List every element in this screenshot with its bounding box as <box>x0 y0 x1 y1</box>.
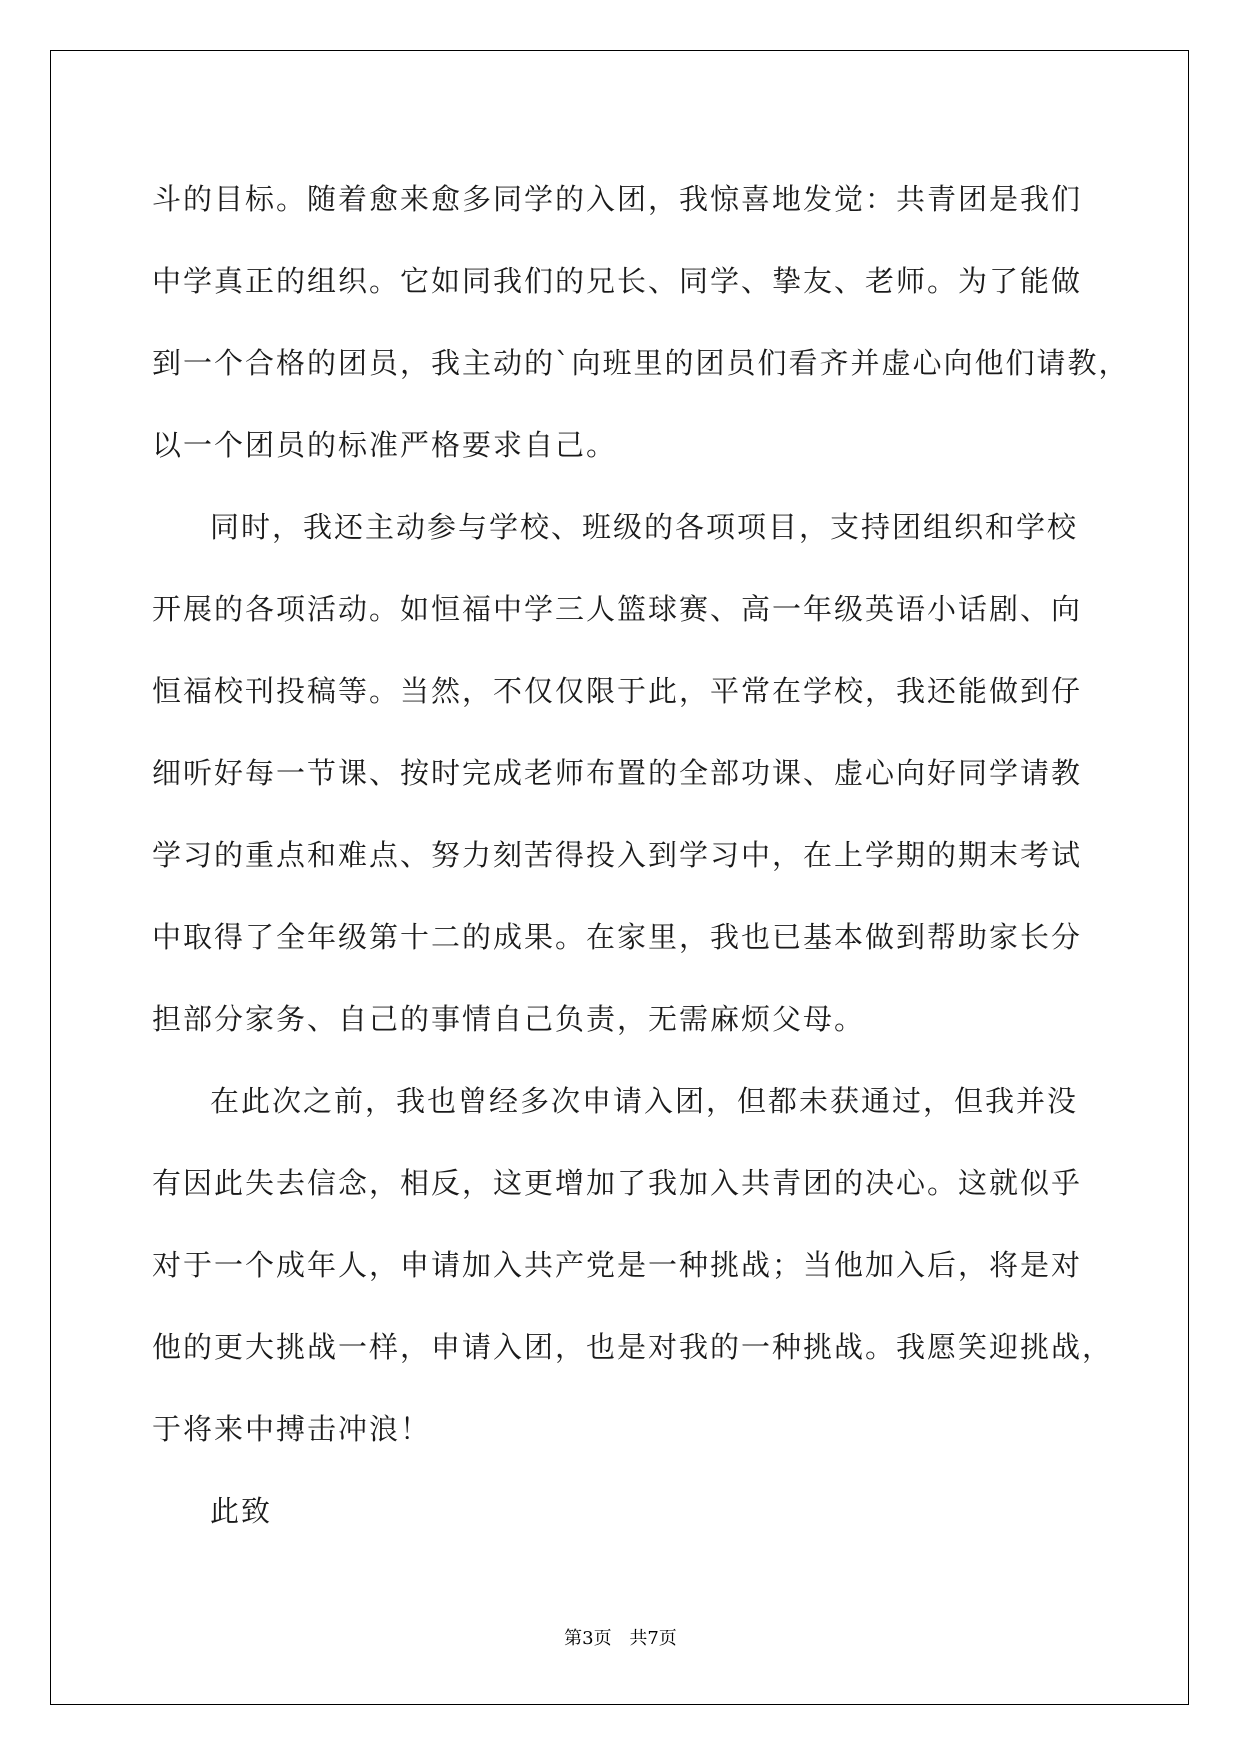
text-line: 有因此失去信念，相反，这更增加了我加入共青团的决心。这就似乎 <box>152 1166 1083 1200</box>
text-line: 此致 <box>210 1494 273 1528</box>
document-body <box>152 158 1132 1552</box>
page-total: 共7页 <box>629 1628 677 1649</box>
page-footer <box>0 1624 1241 1650</box>
text-line: 恒福校刊投稿等。当然，不仅仅限于此，平常在学校，我还能做到仔 <box>152 674 1083 708</box>
text-line: 对于一个成年人，申请加入共产党是一种挑战；当他加入后，将是对 <box>152 1248 1083 1282</box>
text-line: 他的更大挑战一样，申请入团，也是对我的一种挑战。我愿笑迎挑战， <box>152 1330 1114 1364</box>
page-number: 第3页 <box>564 1628 612 1649</box>
text-line: 以一个团员的标准严格要求自己。 <box>152 428 618 462</box>
text-line: 到一个合格的团员，我主动的`向班里的团员们看齐并虚心向他们请教， <box>152 346 1130 380</box>
paragraph <box>152 1470 1132 1552</box>
paragraph <box>152 1060 1132 1470</box>
paragraph <box>152 158 1132 486</box>
text-line: 中取得了全年级第十二的成果。在家里，我也已基本做到帮助家长分 <box>152 920 1083 954</box>
text-line: 在此次之前，我也曾经多次申请入团，但都未获通过，但我并没 <box>210 1084 1079 1118</box>
text-line: 于将来中搏击冲浪！ <box>152 1412 432 1446</box>
text-line: 细听好每一节课、按时完成老师布置的全部功课、虚心向好同学请教 <box>152 756 1083 790</box>
paragraph <box>152 486 1132 1060</box>
text-line: 同时，我还主动参与学校、班级的各项项目，支持团组织和学校 <box>210 510 1079 544</box>
text-line: 中学真正的组织。它如同我们的兄长、同学、挚友、老师。为了能做 <box>152 264 1083 298</box>
text-line: 学习的重点和难点、努力刻苦得投入到学习中，在上学期的期末考试 <box>152 838 1083 872</box>
text-line: 斗的目标。随着愈来愈多同学的入团，我惊喜地发觉：共青团是我们 <box>152 182 1083 216</box>
text-line: 担部分家务、自己的事情自己负责，无需麻烦父母。 <box>152 1002 866 1036</box>
text-line: 开展的各项活动。如恒福中学三人篮球赛、高一年级英语小话剧、向 <box>152 592 1083 626</box>
